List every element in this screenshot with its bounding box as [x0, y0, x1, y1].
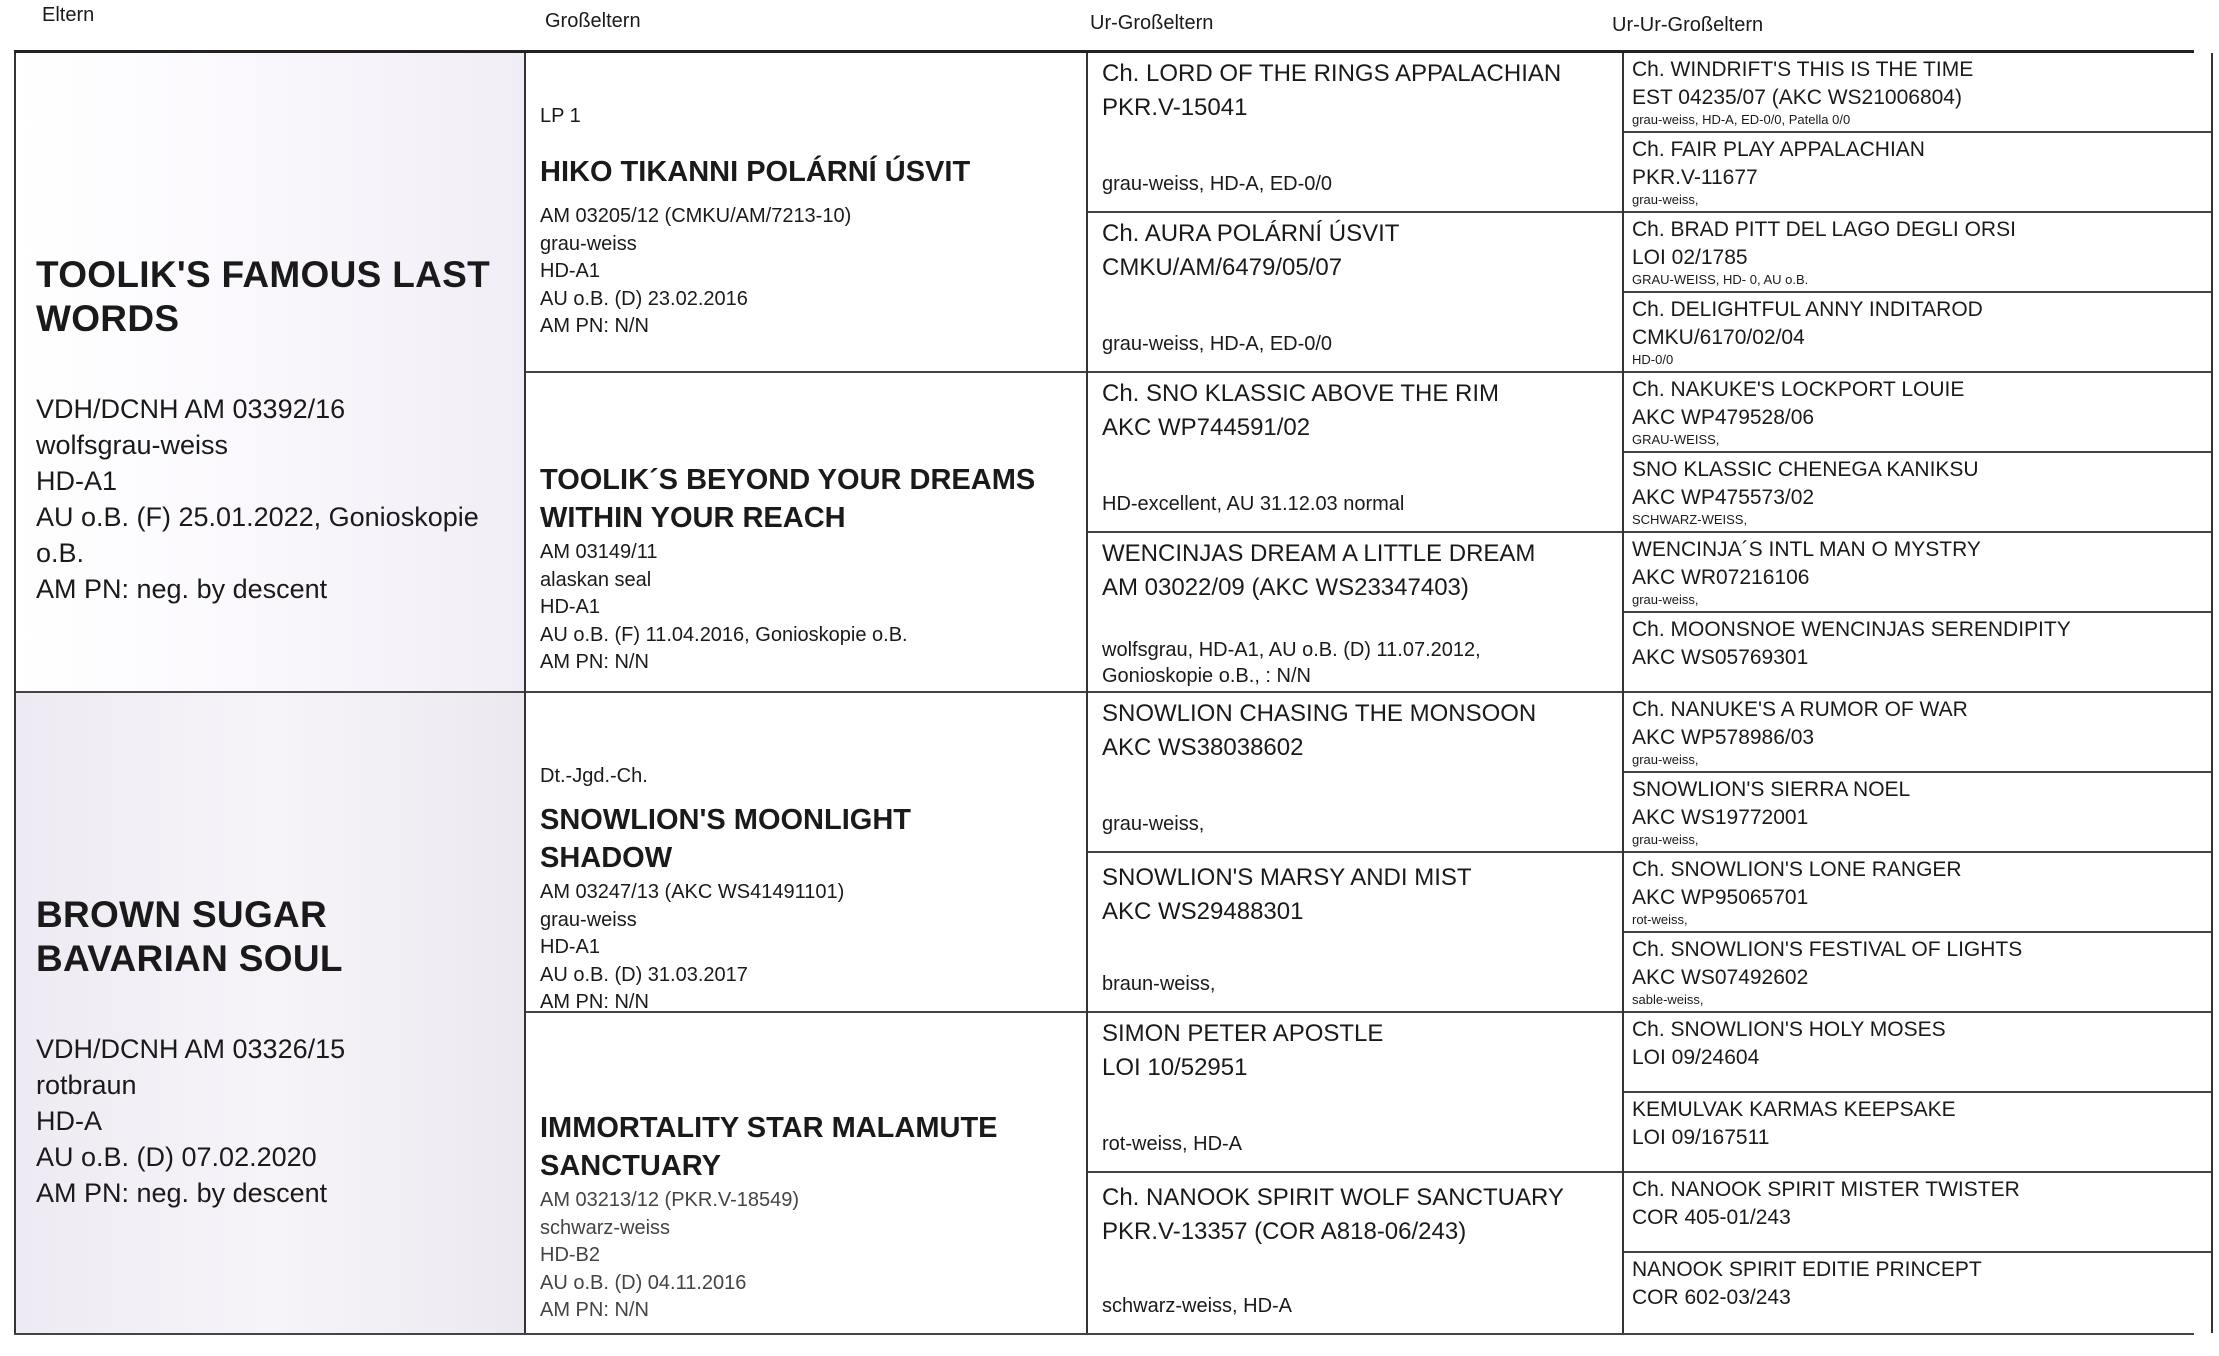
parents-column — [14, 53, 526, 1333]
dam-eye-exam: AU o.B. (D) 07.02.2020 — [36, 1142, 317, 1172]
gggp-7-reg: AKC WR07216106 — [1632, 566, 1810, 589]
gggp-1 — [1624, 53, 2211, 133]
gggp-2-name: Ch. FAIR PLAY APPALACHIAN — [1632, 138, 1925, 161]
gggp-15 — [1624, 1173, 2211, 1253]
gggp-1-info: grau-weiss, HD-A, ED-0/0, Patella 0/0 — [1632, 112, 1851, 127]
gggp-11-name: Ch. SNOWLION'S LONE RANGER — [1632, 858, 1962, 881]
grandparent-2-line: AU o.B. (F) 11.04.2016, Gonioskopie o.B. — [540, 623, 908, 646]
ggp-2-reg: CMKU/AM/6479/05/07 — [1102, 254, 1343, 281]
grandparent-4-line: AM 03213/12 (PKR.V-18549) — [540, 1189, 800, 1211]
ggp-5-name: SNOWLION CHASING THE MONSOON — [1102, 700, 1537, 727]
grandparent-3-line: AM 03247/13 (AKC WS41491101) — [540, 881, 845, 903]
gggp-14-name: KEMULVAK KARMAS KEEPSAKE — [1632, 1098, 1956, 1121]
gggp-3 — [1624, 213, 2211, 293]
ggp-2-name: Ch. AURA POLÁRNÍ ÚSVIT — [1102, 220, 1400, 247]
great-grandparent-6 — [1088, 853, 1624, 1013]
grandparent-4-line: AU o.B. (D) 04.11.2016 — [540, 1271, 747, 1294]
grandparent-1-name: HIKO TIKANNI POLÁRNÍ ÚSVIT — [540, 156, 971, 188]
gggp-15-reg: COR 405-01/243 — [1632, 1206, 1791, 1229]
gggp-7 — [1624, 533, 2211, 613]
gggp-5-reg: AKC WP479528/06 — [1632, 406, 1815, 429]
ggp-4-name: WENCINJAS DREAM A LITTLE DREAM — [1102, 540, 1536, 567]
grandparent-1-line: grau-weiss — [540, 232, 637, 255]
ggp-6-name: SNOWLION'S MARSY ANDI MIST — [1102, 864, 1472, 891]
gggp-3-name: Ch. BRAD PITT DEL LAGO DEGLI ORSI — [1632, 218, 2016, 241]
grandparent-3 — [526, 693, 1088, 1013]
great-grandparent-1 — [1088, 53, 1624, 213]
ggp-7-name: SIMON PETER APOSTLE — [1102, 1020, 1384, 1047]
ggp-7-reg: LOI 10/52951 — [1102, 1054, 1248, 1081]
gggp-2-info: grau-weiss, — [1632, 192, 1699, 207]
grandparent-4-line: AM PN: N/N — [540, 1299, 649, 1321]
ggp-5-info: grau-weiss, — [1102, 813, 1205, 835]
great-grandparent-2 — [1088, 213, 1624, 373]
grandparent-2 — [526, 373, 1088, 693]
gggp-11-reg: AKC WP95065701 — [1632, 886, 1809, 909]
gggp-4 — [1624, 293, 2211, 373]
sire-name: TOOLIK'S FAMOUS LAST WORDS — [36, 254, 491, 339]
sire-pn: AM PN: neg. by descent — [36, 574, 328, 604]
grandparent-4-line: schwarz-weiss — [540, 1216, 671, 1239]
gggp-1-name: Ch. WINDRIFT'S THIS IS THE TIME — [1632, 58, 1974, 81]
gggp-3-reg: LOI 02/1785 — [1632, 246, 1748, 269]
gggp-5-info: GRAU-WEISS, — [1632, 432, 1720, 447]
grandparent-2-line: AM PN: N/N — [540, 651, 649, 673]
gggp-2 — [1624, 133, 2211, 213]
gggp-9-info: grau-weiss, — [1632, 752, 1699, 767]
gggp-12 — [1624, 933, 2211, 1013]
grandparent-1-line: AM PN: N/N — [540, 315, 649, 337]
grandparent-1-line: HD-A1 — [540, 260, 601, 282]
gggp-9-reg: AKC WP578986/03 — [1632, 726, 1815, 749]
dam-hd: HD-A — [36, 1106, 102, 1136]
gggp-6-info: SCHWARZ-WEISS, — [1632, 512, 1748, 527]
gggp-8-name: Ch. MOONSNOE WENCINJAS SERENDIPITY — [1632, 618, 2071, 641]
grandparent-3-line: AM PN: N/N — [540, 991, 649, 1013]
grandparent-2-line: AM 03149/11 — [540, 541, 658, 563]
grandparent-1-title: LP 1 — [540, 105, 581, 127]
gggp-7-name: WENCINJA´S INTL MAN O MYSTRY — [1632, 538, 1981, 561]
ggp-3-reg: AKC WP744591/02 — [1102, 414, 1311, 441]
grandparent-2-name: TOOLIK´S BEYOND YOUR DREAMS WITHIN YOUR REACH — [540, 464, 1036, 534]
gggp-10-name: SNOWLION'S SIERRA NOEL — [1632, 778, 1911, 801]
grandparent-4 — [526, 1013, 1088, 1333]
gggp-11-info: rot-weiss, — [1632, 912, 1688, 927]
grandparent-1 — [526, 53, 1088, 373]
ggp-4-info: wolfsgrau, HD-A1, AU o.B. (D) 11.07.2012, Gonioskopie o.B., : N/N — [1102, 639, 1481, 687]
gggp-13-reg: LOI 09/24604 — [1632, 1046, 1760, 1069]
grandparent-4-line: HD-B2 — [540, 1244, 601, 1266]
ggp-8-info: schwarz-weiss, HD-A — [1102, 1295, 1293, 1317]
grandparent-3-line: grau-weiss — [540, 908, 637, 931]
gggp-6 — [1624, 453, 2211, 533]
gggp-16-reg: COR 602-03/243 — [1632, 1286, 1791, 1309]
ggp-5-reg: AKC WS38038602 — [1102, 734, 1304, 761]
gggp-10-info: grau-weiss, — [1632, 832, 1699, 847]
gggp-10 — [1624, 773, 2211, 853]
ggp-1-info: grau-weiss, HD-A, ED-0/0 — [1102, 173, 1333, 195]
gggp-16 — [1624, 1253, 2211, 1333]
gggp-13 — [1624, 1013, 2211, 1093]
gggp-14-reg: LOI 09/167511 — [1632, 1126, 1770, 1149]
gggp-5 — [1624, 373, 2211, 453]
great-grandparent-3 — [1088, 373, 1624, 533]
grandparent-1-line: AU o.B. (D) 23.02.2016 — [540, 287, 748, 310]
sire-registration: VDH/DCNH AM 03392/16 — [36, 394, 346, 424]
parent-sire — [16, 53, 526, 693]
header-great-great-grandparents: Ur-Ur-Großeltern — [1612, 14, 1764, 36]
gggp-9-name: Ch. NANUKE'S A RUMOR OF WAR — [1632, 698, 1968, 721]
ggp-1-reg: PKR.V-15041 — [1102, 94, 1248, 121]
gggp-6-reg: AKC WP475573/02 — [1632, 486, 1815, 509]
great-great-grandparents-column — [1622, 53, 2213, 1333]
gggp-15-name: Ch. NANOOK SPIRIT MISTER TWISTER — [1632, 1178, 2020, 1201]
header-great-grandparents: Ur-Großeltern — [1090, 12, 1214, 34]
ggp-8-reg: PKR.V-13357 (COR A818-06/243) — [1102, 1218, 1467, 1245]
header-grandparents: Großeltern — [545, 10, 641, 32]
grandparent-3-title: Dt.-Jgd.-Ch. — [540, 765, 648, 787]
grandparent-2-line: alaskan seal — [540, 568, 652, 591]
dam-pn: AM PN: neg. by descent — [36, 1178, 328, 1208]
grandparents-column — [524, 53, 1088, 1333]
gggp-8-reg: AKC WS05769301 — [1632, 646, 1809, 669]
ggp-1-name: Ch. LORD OF THE RINGS APPALACHIAN — [1102, 60, 1562, 87]
sire-hd: HD-A1 — [36, 466, 118, 496]
grandparent-3-line: HD-A1 — [540, 936, 601, 958]
sire-eye-exam: AU o.B. (F) 25.01.2022, Gonioskopie o.B. — [36, 502, 479, 568]
ggp-2-info: grau-weiss, HD-A, ED-0/0 — [1102, 333, 1333, 355]
ggp-3-name: Ch. SNO KLASSIC ABOVE THE RIM — [1102, 380, 1500, 407]
gggp-2-reg: PKR.V-11677 — [1632, 166, 1758, 189]
gggp-7-info: grau-weiss, — [1632, 592, 1699, 607]
ggp-4-reg: AM 03022/09 (AKC WS23347403) — [1102, 574, 1469, 601]
gggp-10-reg: AKC WS19772001 — [1632, 806, 1809, 829]
gggp-9 — [1624, 693, 2211, 773]
gggp-13-name: Ch. SNOWLION'S HOLY MOSES — [1632, 1018, 1946, 1041]
gggp-12-info: sable-weiss, — [1632, 992, 1704, 1007]
grandparent-4-name: IMMORTALITY STAR MALAMUTE SANCTUARY — [540, 1112, 998, 1182]
gggp-12-name: Ch. SNOWLION'S FESTIVAL OF LIGHTS — [1632, 938, 2023, 961]
ggp-7-info: rot-weiss, HD-A — [1102, 1133, 1243, 1155]
grandparent-2-line: HD-A1 — [540, 596, 601, 618]
ggp-6-info: braun-weiss, — [1102, 973, 1216, 995]
grandparent-1-line: AM 03205/12 (CMKU/AM/7213-10) — [540, 205, 852, 227]
dam-registration: VDH/DCNH AM 03326/15 — [36, 1034, 346, 1064]
parent-dam — [16, 693, 526, 1333]
great-grandparents-column — [1086, 53, 1624, 1333]
gggp-5-name: Ch. NAKUKE'S LOCKPORT LOUIE — [1632, 378, 1965, 401]
dam-name: BROWN SUGAR BAVARIAN SOUL — [36, 894, 343, 979]
gggp-6-name: SNO KLASSIC CHENEGA KANIKSU — [1632, 458, 1979, 481]
gggp-1-reg: EST 04235/07 (AKC WS21006804) — [1632, 86, 1962, 109]
gggp-4-reg: CMKU/6170/02/04 — [1632, 326, 1805, 349]
gggp-16-name: NANOOK SPIRIT EDITIE PRINCEPT — [1632, 1258, 1982, 1281]
grandparent-3-line: AU o.B. (D) 31.03.2017 — [540, 963, 748, 986]
gggp-3-info: GRAU-WEISS, HD- 0, AU o.B. — [1632, 272, 1809, 287]
dam-color: rotbraun — [36, 1070, 137, 1100]
ggp-8-name: Ch. NANOOK SPIRIT WOLF SANCTUARY — [1102, 1184, 1564, 1211]
great-grandparent-4 — [1088, 533, 1624, 693]
ggp-6-reg: AKC WS29488301 — [1102, 898, 1304, 925]
gggp-12-reg: AKC WS07492602 — [1632, 966, 1809, 989]
sire-color: wolfsgrau-weiss — [36, 430, 229, 460]
gggp-11 — [1624, 853, 2211, 933]
grandparent-3-name: SNOWLION'S MOONLIGHT SHADOW — [540, 804, 911, 874]
great-grandparent-8 — [1088, 1173, 1624, 1333]
great-grandparent-5 — [1088, 693, 1624, 853]
gggp-14 — [1624, 1093, 2211, 1173]
header-parents: Eltern — [42, 4, 95, 26]
gggp-8 — [1624, 613, 2211, 693]
ggp-3-info: HD-excellent, AU 31.12.03 normal — [1102, 493, 1405, 515]
gggp-4-info: HD-0/0 — [1632, 352, 1674, 367]
gggp-4-name: Ch. DELIGHTFUL ANNY INDITAROD — [1632, 298, 1983, 321]
pedigree-table — [14, 50, 2194, 1335]
great-grandparent-7 — [1088, 1013, 1624, 1173]
